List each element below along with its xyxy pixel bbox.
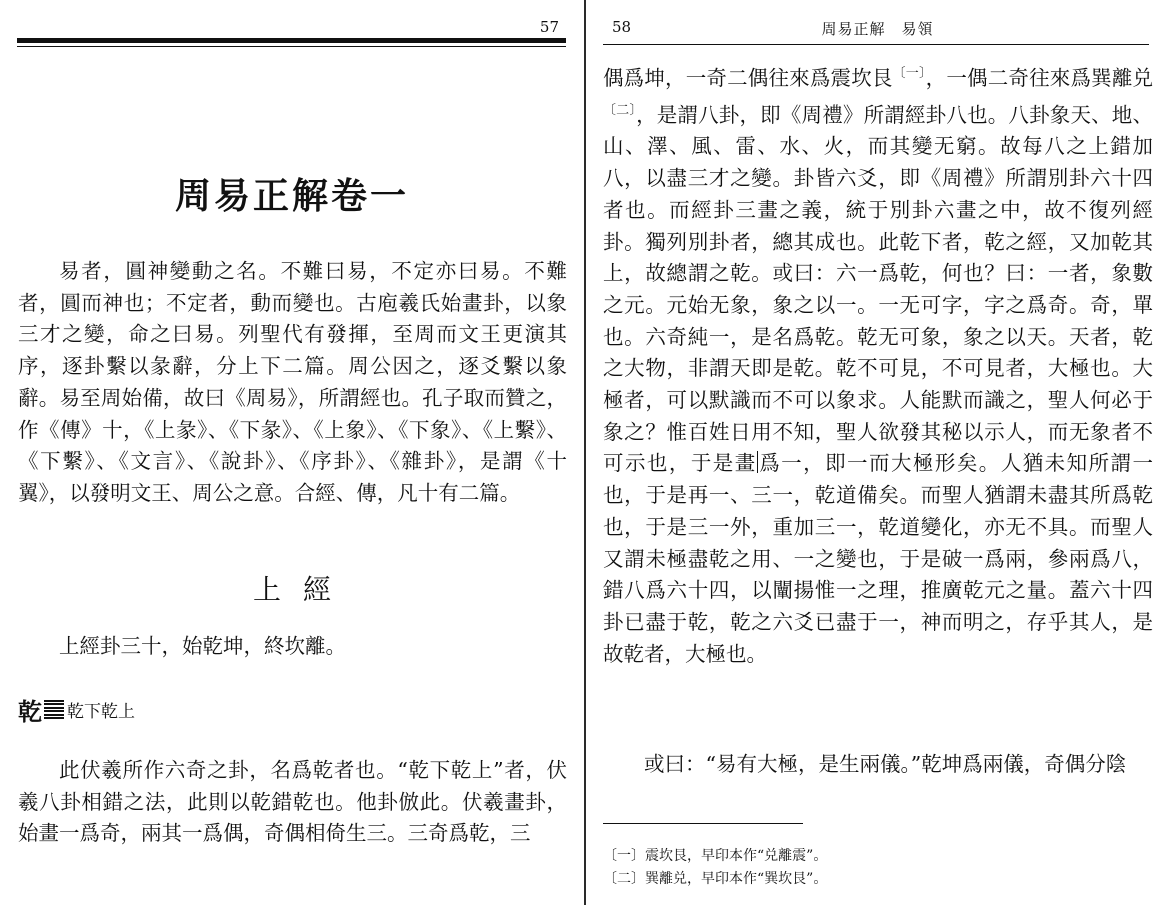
hexagram-trigrams: 乾下乾上 [67, 702, 135, 722]
text-segment: ，是謂八卦，即《周禮》所謂經卦八也。八卦象天、地、山、澤、風、雷、水、火，而其變无窮。故每八之上錯加八，以盡三才之變。卦皆六爻，即《周禮》所謂別卦六十四者也。而經卦三畫之義，統于別卦六畫之中，故不復列經卦。獨列別卦者，總其成也。此乾下者，乾之經，又加乾其上，故總謂之乾。或曰：六一爲乾，何也？曰：一者，象數之元。元始无象，象之以一。一无可字，字之爲奇。奇，單也。六奇純一，是名爲乾。乾无可象，象之以天。天者，乾之大物，非謂天即是乾。乾不可見，不可見者，大極也。大極者，可以默識而不可以象求。人能默而識之，聖人何必于象之？惟百姓日用不知，聖人欲發其秘以示人，而无象者不可示也，于是畫 [603, 102, 1153, 476]
note-ref[interactable]: 〔二〕 [603, 102, 637, 118]
text-segment: 爲一，即一而大極形矣。人猶未知所謂一也，于是再一、三一，乾道備矣。而聖人猶謂未盡其所爲乾也，于是三一外，重加三一，乾道變化，亦无不具。而聖人又謂未極盡乾之用、一之變也，于是破一爲兩，參兩爲八，錯八爲六十四，以闡揚惟一之理，推廣乾元之量。蓋六十四卦已盡于乾，乾之六爻已盡于一，神而明之，存乎其人，是故乾者，大極也。 [603, 451, 1154, 666]
body-paragraph: 此伏羲所作六奇之卦，名爲乾者也。“乾下乾上”者，伏羲八卦相錯之法，此則以乾錯乾也。他卦倣此。伏羲畫卦，始畫一爲奇，兩其一爲偶，奇偶相倚生三。三奇爲乾，三 [18, 758, 567, 846]
page-number: 57 [539, 18, 559, 36]
page-number: 58 [612, 18, 632, 36]
header-rule [603, 44, 1149, 45]
section-title: 上經 [252, 573, 353, 606]
right-page [586, 0, 1169, 905]
text-segment: ，一偶二奇往來爲巽離兑 [925, 66, 1154, 90]
header-rule-thin [17, 46, 566, 47]
main-paragraph [603, 58, 1153, 670]
intro-paragraph: 易者，圓神變動之名。不難曰易，不定亦曰易。不難者，圓而神也；不定者，動而變也。古庖羲氏始畫卦，以象三才之變，命之曰易。列聖代有發揮，至周而文王更演其序，逐卦繫以彖辭，分上下二篇。周公因之，逐爻繫以象辭。易至周始備，故曰《周易》，所謂經也。孔子取而贊之，作《傳》十，《上彖》、《下彖》、《上象》、《下象》、《上繫》、《下繫》、《文言》、《說卦》、《序卦》、《雜卦》，是謂《十翼》，以發明文王、周公之意。合經、傳，凡十有二篇。 [18, 259, 567, 505]
chapter-title: 周易正解卷一 [174, 175, 409, 217]
footnote: 〔一〕震坎艮，早印本作“兑離震”。 [603, 848, 828, 864]
hexagram-heading [18, 692, 135, 727]
left-page [0, 0, 584, 905]
footnote: 〔二〕巽離兑，早印本作“巽坎艮”。 [603, 871, 828, 887]
footnote-rule [603, 823, 803, 824]
text-segment: 偶爲坤，一奇二偶往來爲震坎艮 [603, 66, 893, 90]
qian-hexagram-icon [44, 700, 64, 720]
note-ref[interactable]: 〔一〕 [892, 66, 926, 81]
hexagram-name: 乾 [18, 697, 42, 726]
section-note: 上經卦三十，始乾坤，終坎離。 [59, 634, 346, 658]
paragraph: 或曰：“易有大極，是生兩儀。”乾坤爲兩儀，奇偶分陰 [644, 752, 1127, 776]
header-rule-thick [17, 38, 566, 43]
running-head: 周易正解 易領 [821, 20, 934, 38]
